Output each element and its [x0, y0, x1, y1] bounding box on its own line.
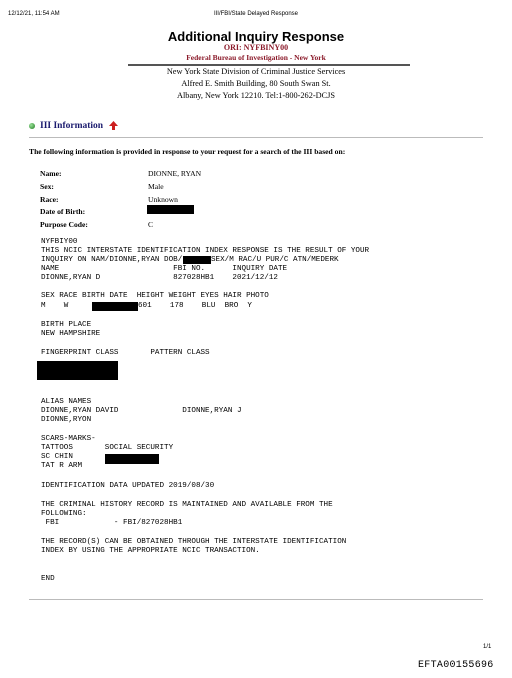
record-line: IDENTIFICATION DATA UPDATED 2019/08/30	[41, 482, 215, 490]
ori-line: ORI: NYFBINY00	[223, 43, 289, 52]
record-line: SCARS-MARKS-	[41, 435, 96, 443]
record-line: 601 178 BLU BRO Y	[138, 302, 252, 310]
print-page-title: III/FBI/State Delayed Response	[213, 11, 299, 17]
section-rule	[29, 137, 483, 138]
green-bullet-icon	[29, 123, 35, 129]
record-line: THIS NCIC INTERSTATE IDENTIFICATION INDEX RESPONSE IS THE RESULT OF YOUR	[41, 247, 370, 255]
record-line: INDEX BY USING THE APPROPRIATE NCIC TRANSACTION.	[41, 547, 260, 555]
section-heading: III Information	[40, 121, 104, 131]
record-line: FINGERPRINT CLASS PATTERN CLASS	[41, 349, 210, 357]
redaction-fingerprint	[37, 361, 118, 380]
page-number: 1/1	[483, 644, 492, 650]
field-label-sex: Sex:	[40, 182, 54, 191]
field-label-purpose: Purpose Code:	[40, 220, 88, 229]
record-line: FBI - FBI/827028HB1	[41, 519, 183, 527]
record-line: DIONNE,RYON	[41, 416, 92, 424]
record-line: THE RECORD(S) CAN BE OBTAINED THROUGH THE INTERSTATE IDENTIFICATION	[41, 538, 347, 546]
redaction-dob-inline	[183, 256, 211, 264]
record-line: SC CHIN	[41, 453, 73, 461]
record-line: TATTOOS SOCIAL SECURITY	[41, 444, 174, 452]
record-line: THE CRIMINAL HISTORY RECORD IS MAINTAINED AND AVAILABLE FROM THE	[41, 501, 333, 509]
record-line: DIONNE,RYAN DAVID DIONNE,RYAN J	[41, 407, 242, 415]
record-line: ALIAS NAMES	[41, 398, 92, 406]
record-line: SEX RACE BIRTH DATE HEIGHT WEIGHT EYES HAIR PHOTO	[41, 292, 269, 300]
agency-line: Federal Bureau of Investigation - New York	[186, 53, 326, 62]
record-line: DIONNE,RYAN D 827028HB1 2021/12/12	[41, 274, 278, 282]
record-line: NYFBIY00	[41, 238, 78, 246]
record-line: END	[41, 575, 55, 583]
field-value-race: Unknown	[148, 195, 178, 204]
field-value-purpose: C	[148, 220, 154, 229]
redaction-dob	[147, 205, 194, 214]
record-line: FOLLOWING:	[41, 510, 87, 518]
field-label-race: Race:	[40, 195, 59, 204]
record-line: NEW HAMPSHIRE	[41, 330, 101, 338]
footer-rule	[29, 599, 483, 600]
record-line: NAME FBI NO. INQUIRY DATE	[41, 265, 288, 273]
record-line: M W	[41, 302, 69, 310]
redaction-ssn	[105, 454, 159, 464]
field-value-name: DIONNE, RYAN	[148, 169, 202, 178]
field-value-sex: Male	[148, 182, 164, 191]
field-label-dob: Date of Birth:	[40, 207, 86, 216]
address-line-3: Albany, New York 12210. Tel:1-800-262-DCJS	[177, 91, 335, 100]
record-line: SEX/M RAC/U PUR/C ATN/MEDERK	[211, 256, 339, 264]
redaction-birthdate	[92, 302, 138, 311]
print-datetime: 12/12/21, 11:54 AM	[8, 11, 60, 17]
doc-title: Additional Inquiry Response	[167, 29, 345, 44]
address-line-1: New York State Division of Criminal Justice Services	[166, 67, 346, 76]
record-line: TAT R ARM	[41, 462, 83, 470]
record-line: INQUIRY ON NAM/DIONNE,RYAN DOB/	[41, 256, 183, 264]
up-arrow-icon[interactable]	[109, 117, 118, 135]
intro-text: The following information is provided in response to your request for a search of the III based on:	[29, 147, 346, 156]
field-label-name: Name:	[40, 169, 62, 178]
bates-number: EFTA00155696	[418, 660, 494, 671]
letterhead-rule	[128, 64, 410, 66]
address-line-2: Alfred E. Smith Building, 80 South Swan St.	[181, 79, 331, 88]
record-line: BIRTH PLACE	[41, 321, 92, 329]
